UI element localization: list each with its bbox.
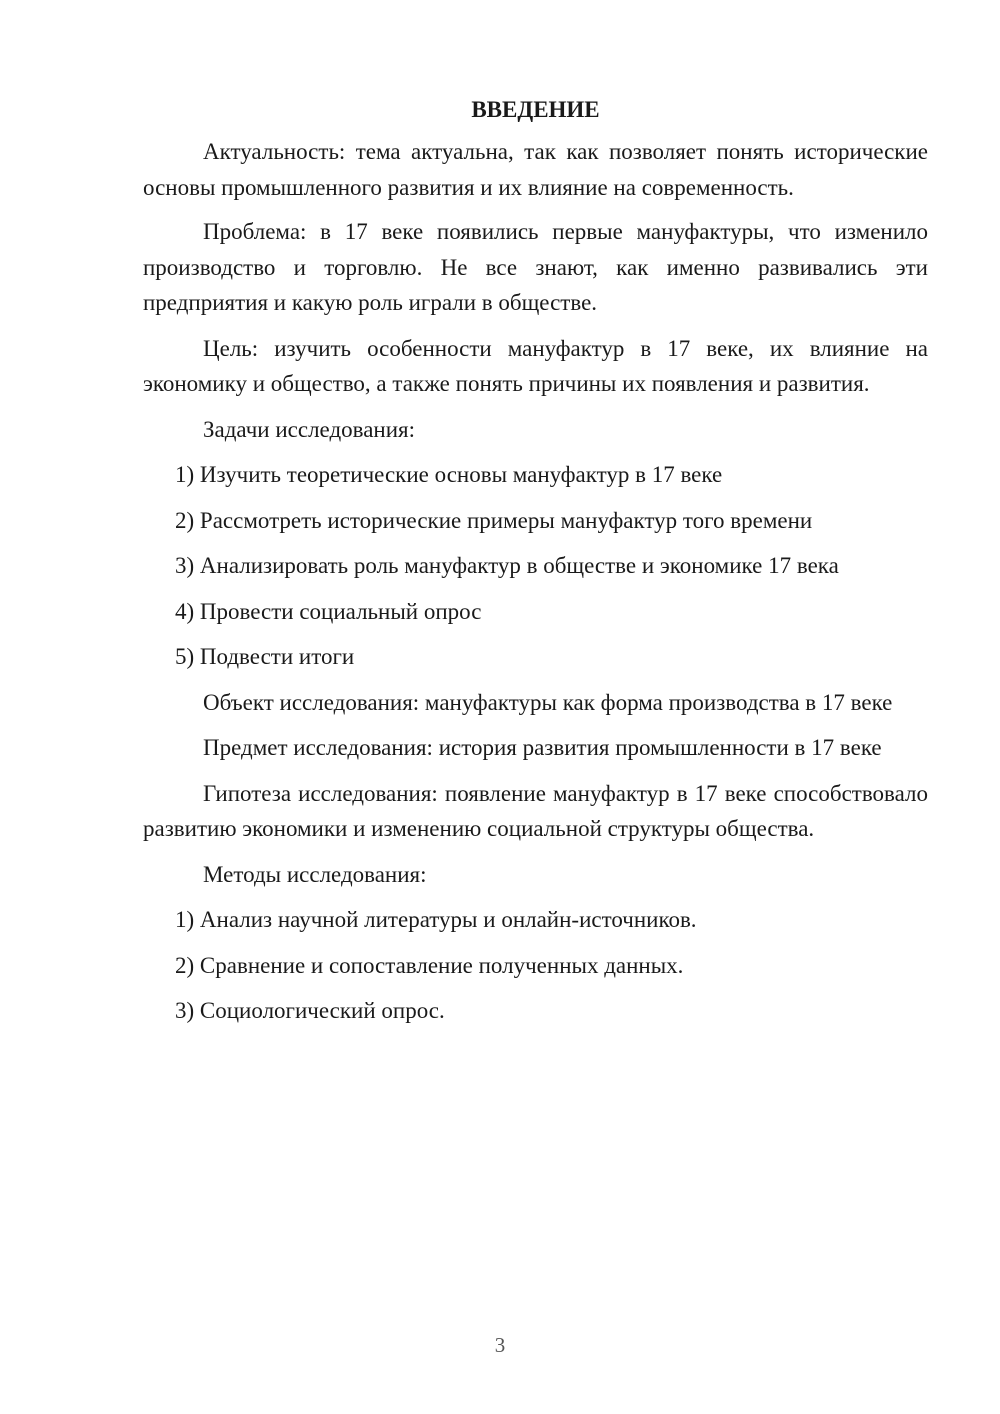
methods-list	[143, 902, 928, 1029]
methods-heading: Методы исследования:	[203, 861, 427, 887]
page-content	[143, 92, 928, 1039]
tasks-heading: Задачи исследования:	[203, 416, 416, 442]
page-number: 3	[494, 1333, 506, 1357]
method-item: 3) Социологический опрос.	[175, 998, 445, 1023]
tasks-list	[143, 457, 928, 675]
task-item: 5) Подвести итоги	[175, 644, 355, 669]
hypothesis-paragraph: Гипотеза исследования: появление мануфактур в 17 веке способствовало развитию экономики и изменению социальной структуры общества.	[143, 780, 928, 841]
task-item: 4) Провести социальный опрос	[175, 598, 482, 624]
relevance-paragraph: Актуальность: тема актуальна, так как позволяет понять исторические основы промышленного развития и их влияние на современность.	[143, 139, 928, 200]
object-paragraph: Объект исследования: мануфактуры как форма производства в 17 веке	[203, 689, 893, 715]
task-item: 1) Изучить теоретические основы мануфактур в 17 веке	[175, 462, 723, 487]
page-title: ВВЕДЕНИЕ	[471, 97, 600, 122]
goal-paragraph: Цель: изучить особенности мануфактур в 17 веке, их влияние на экономику и общество, а также понять причины их появления и развития.	[143, 335, 928, 396]
subject-paragraph: Предмет исследования: история развития промышленности в 17 веке	[203, 735, 882, 760]
method-item: 1) Анализ научной литературы и онлайн-источников.	[175, 907, 697, 932]
task-item: 2) Рассмотреть исторические примеры мануфактур того времени	[175, 507, 813, 533]
method-item: 2) Сравнение и сопоставление полученных данных.	[175, 952, 684, 978]
task-item: 3) Анализировать роль мануфактур в обществе и экономике 17 века	[175, 553, 839, 578]
problem-paragraph: Проблема: в 17 веке появились первые мануфактуры, что изменило производство и торговлю. Не все знают, как именно развивались эти предприятия и какую роль играли в обществе.	[143, 219, 928, 315]
